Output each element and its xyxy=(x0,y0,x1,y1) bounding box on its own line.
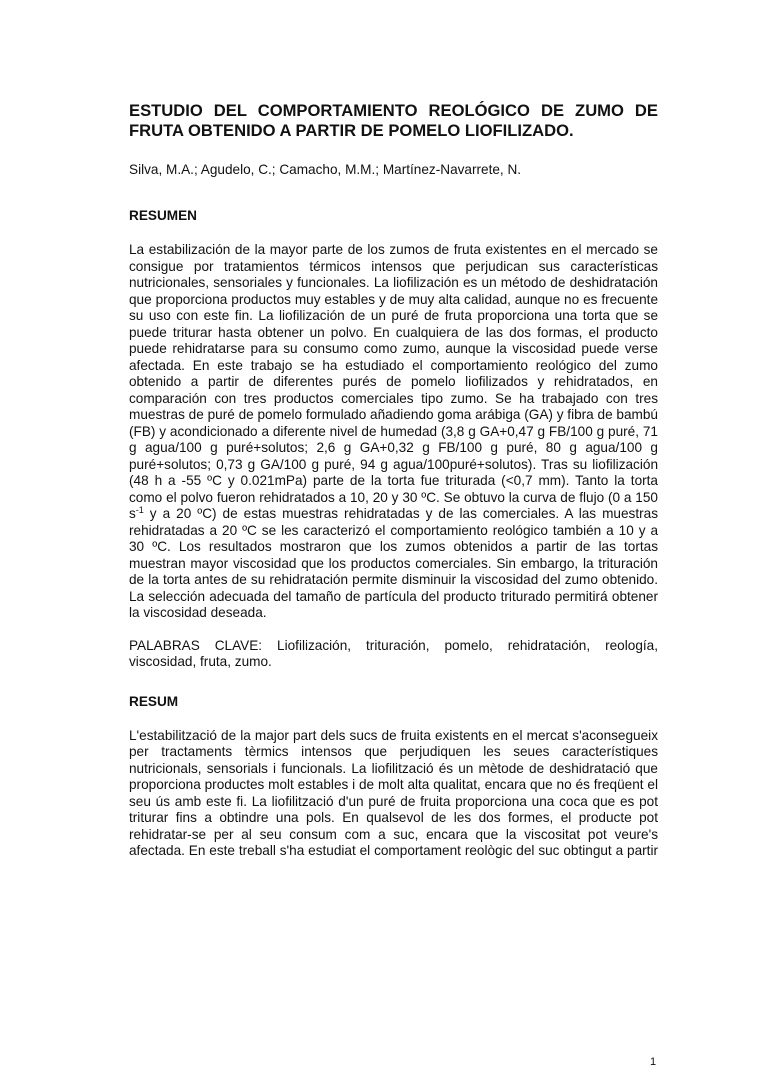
paper-title: ESTUDIO DEL COMPORTAMIENTO REOLÓGICO DE ZUMO DE FRUTA OBTENIDO A PARTIR DE POMELO LIOFILIZADO. xyxy=(129,101,658,140)
page-content xyxy=(129,101,658,893)
author-list: Silva, M.A.; Agudelo, C.; Camacho, M.M.; Martínez-Navarrete, N. xyxy=(129,162,522,177)
abstract-spanish-text-part2: y a 20 ºC) de estas muestras rehidratadas y de las comerciales. A las muestras rehidratadas a 20 ºC se les caracterizó el comportamiento reológico también a 10 y a 30 ºC. Los resultados mostraron que los zumos obtenidos a partir de las tortas muestran mayor viscosidad que los productos comerciales. Sin embargo, la trituración de la torta antes de su rehidratación permite disminuir la viscosidad del zumo obtenido. La selección adecuada del tamaño de partícula del producto triturado permitirá obtener la viscosidad deseada. xyxy=(129,506,658,620)
page-number: 1 xyxy=(650,1056,657,1068)
superscript-unit: -1 xyxy=(135,505,144,515)
keywords: PALABRAS CLAVE: Liofilización, trituración, pomelo, rehidratación, reología, viscosidad, fruta, zumo. xyxy=(129,637,658,669)
abstract-spanish xyxy=(129,242,658,622)
abstract-spanish-text-part1: La estabilización de la mayor parte de los zumos de fruta existentes en el mercado se consigue por tratamientos térmicos intensos que perjudican sus características nutricionales, sensoriales y funcionales. La liofilización es un método de deshidratación que proporciona productos muy estables y de muy alta calidad, aunque no es frecuente su uso con este fin. La liofilización de un puré de fruta proporciona una torta que se puede triturar hasta obtener un polvo. En cualquiera de las dos formas, el producto puede rehidratarse para su consumo como zumo, aunque la viscosidad puede verse afectada. En este trabajo se ha estudiado el comportamiento reológico del zumo obtenido a partir de diferentes purés de pomelo liofilizados y rehidratados, en comparación con tres productos comerciales tipo zumo. Se ha trabajado con tres muestras de puré de pomelo formulado añadiendo goma arábiga (GA) y fibra de bambú (FB) y acondicionado a diferente nivel de humedad (3,8 g GA+0,47 g FB/100 g puré, 71 g agua/100 g puré+solutos; 2,6 g GA+0,32 g FB/100 g puré, 80 g agua/100 g puré+solutos; 0,73 g GA/100 g puré, 94 g agua/100puré+solutos). Tras su liofilización (48 h a -55 ºC y 0.021mPa) parte de la torta fue triturada (<0,7 mm). Tanto la torta como el polvo fueron rehidratados a 10, 20 y 30 ºC. Se obtuvo la curva de flujo (0 a 150 s xyxy=(129,242,658,521)
section-heading-resum: RESUM xyxy=(129,693,179,709)
abstract-catalan: L'estabilització de la major part dels sucs de fruita existents en el mercat s'aconsegueix per tractaments tèrmics intensos que perjudiquen les seues característiques nutricionals, sensorials i funcionals. La liofilització és un mètode de deshidratació que proporciona productes molt estables i de molt alta qualitat, encara que no és freqüent el seu ús amb este fi. La liofilització d'un puré de fruita proporciona una coca que es pot triturar fins a obtindre una pols. En qualsevol de les dos formes, el producte pot rehidratar-se per al seu consum com a suc, encara que la viscositat pot veure's afectada. En este treball s'ha estudiat el comportament reològic del suc obtingut a partir xyxy=(129,727,658,858)
section-heading-resumen: RESUMEN xyxy=(129,208,197,223)
